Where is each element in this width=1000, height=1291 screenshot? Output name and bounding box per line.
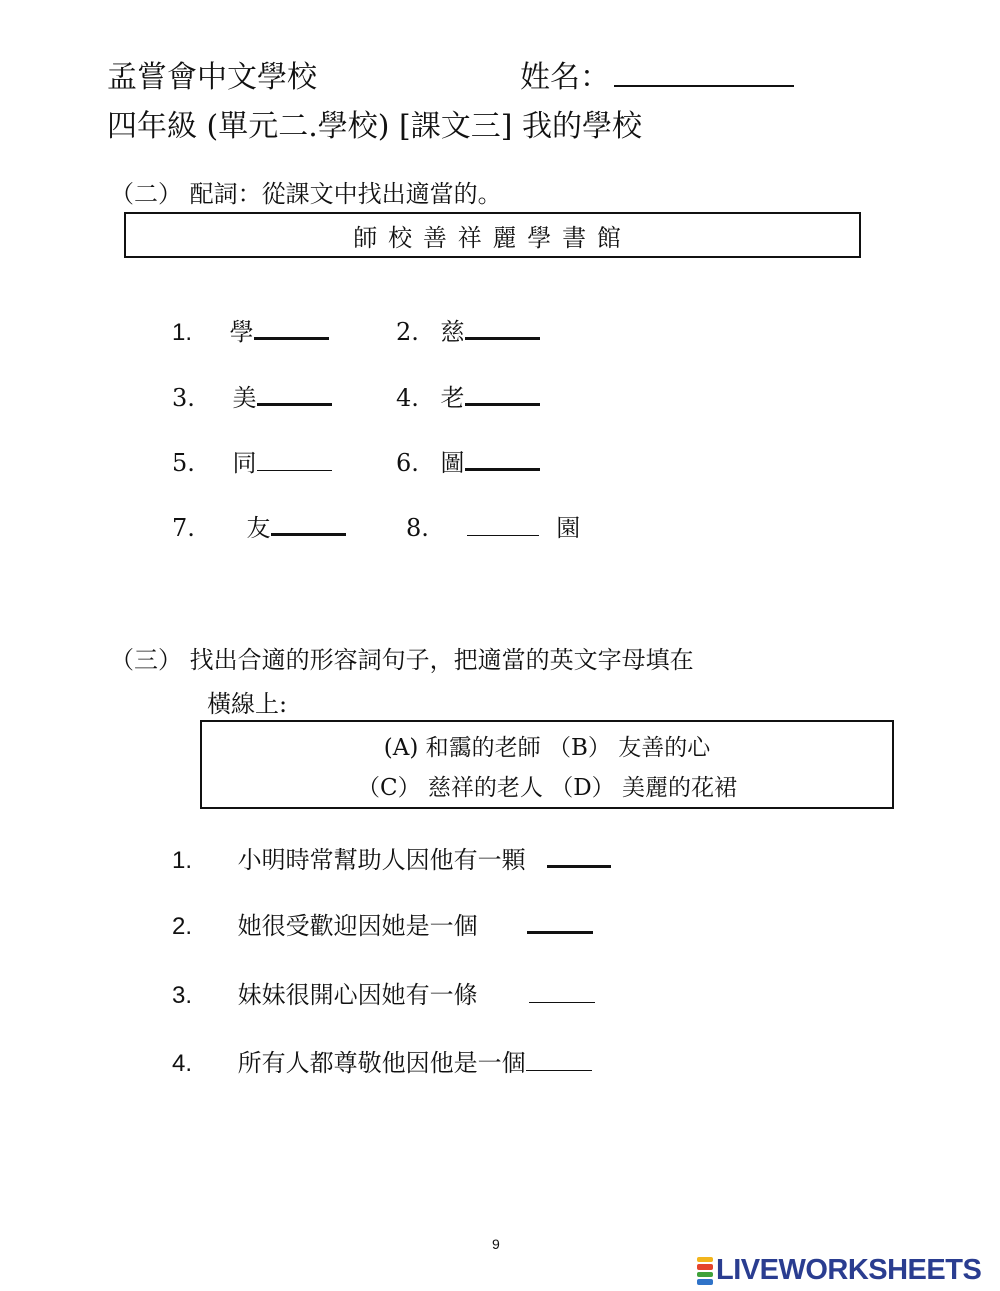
topic-label: 我的學校 bbox=[522, 109, 643, 144]
grade-label: 四年級 bbox=[107, 109, 197, 144]
lesson-label: [課文三] bbox=[399, 109, 513, 144]
answer-blank[interactable] bbox=[465, 467, 540, 471]
answer-blank[interactable] bbox=[465, 402, 540, 406]
s3-item-3: 3. 妹妹很開心因她有一條 bbox=[172, 975, 595, 1010]
s3-item-4: 4. 所有人都尊敬他因他是一個 bbox=[172, 1043, 592, 1078]
answer-blank[interactable] bbox=[257, 469, 332, 471]
lesson-subtitle bbox=[107, 101, 642, 145]
s2-item-6: 6. 圖 bbox=[396, 443, 540, 478]
name-field bbox=[520, 52, 794, 96]
brand-text: LIVEWORKSHEETS bbox=[716, 1254, 982, 1286]
answer-blank[interactable] bbox=[526, 1069, 592, 1071]
s3-item-1: 1. 小明時常幫助人因他有一顆 bbox=[172, 840, 611, 875]
s2-item-8: 8. 園 bbox=[406, 514, 581, 542]
options-box bbox=[200, 720, 894, 809]
s2-item-7: 7. 友 bbox=[172, 508, 346, 543]
answer-blank[interactable] bbox=[547, 864, 611, 868]
word-bank-box bbox=[124, 212, 861, 258]
s3-item-2: 2. 她很受歡迎因她是一個 bbox=[172, 906, 593, 941]
s2-item-5: 5. 同 bbox=[172, 443, 332, 478]
word-bank: 師校善祥麗學書館 bbox=[353, 223, 632, 252]
answer-blank[interactable] bbox=[254, 336, 329, 340]
answer-blank[interactable] bbox=[529, 1001, 595, 1003]
answer-blank[interactable] bbox=[527, 930, 593, 934]
answer-blank[interactable] bbox=[467, 534, 539, 536]
section3-heading-line2: 橫線上: bbox=[207, 690, 288, 718]
section2-heading: （二） 配詞：從課文中找出適當的。 bbox=[110, 180, 502, 208]
answer-blank[interactable] bbox=[257, 402, 332, 406]
section3-heading: （三） 找出合適的形容詞句子，把適當的英文字母填在 bbox=[110, 646, 694, 674]
s2-item-4: 4. 老 bbox=[396, 378, 540, 413]
options-row-1: (A) 和靄的老師 （B） 友善的心 bbox=[383, 735, 711, 761]
s2-item-3: 3. 美 bbox=[172, 378, 332, 413]
name-label: 姓名： bbox=[520, 60, 610, 95]
options-row-2: （C） 慈祥的老人 （D） 美麗的花裙 bbox=[357, 775, 737, 801]
liveworksheets-logo-icon bbox=[697, 1256, 713, 1286]
name-blank[interactable] bbox=[614, 84, 794, 87]
liveworksheets-logo[interactable] bbox=[697, 1254, 981, 1287]
answer-blank[interactable] bbox=[271, 532, 346, 536]
page-number: 9 bbox=[492, 1236, 500, 1252]
answer-blank[interactable] bbox=[465, 336, 540, 340]
unit-label: (單元二.學校) bbox=[206, 109, 390, 144]
school-name: 孟嘗會中文學校 bbox=[107, 60, 317, 95]
s2-item-2: 2. 慈 bbox=[396, 312, 540, 347]
s2-item-1: 1. 學 bbox=[172, 312, 329, 347]
